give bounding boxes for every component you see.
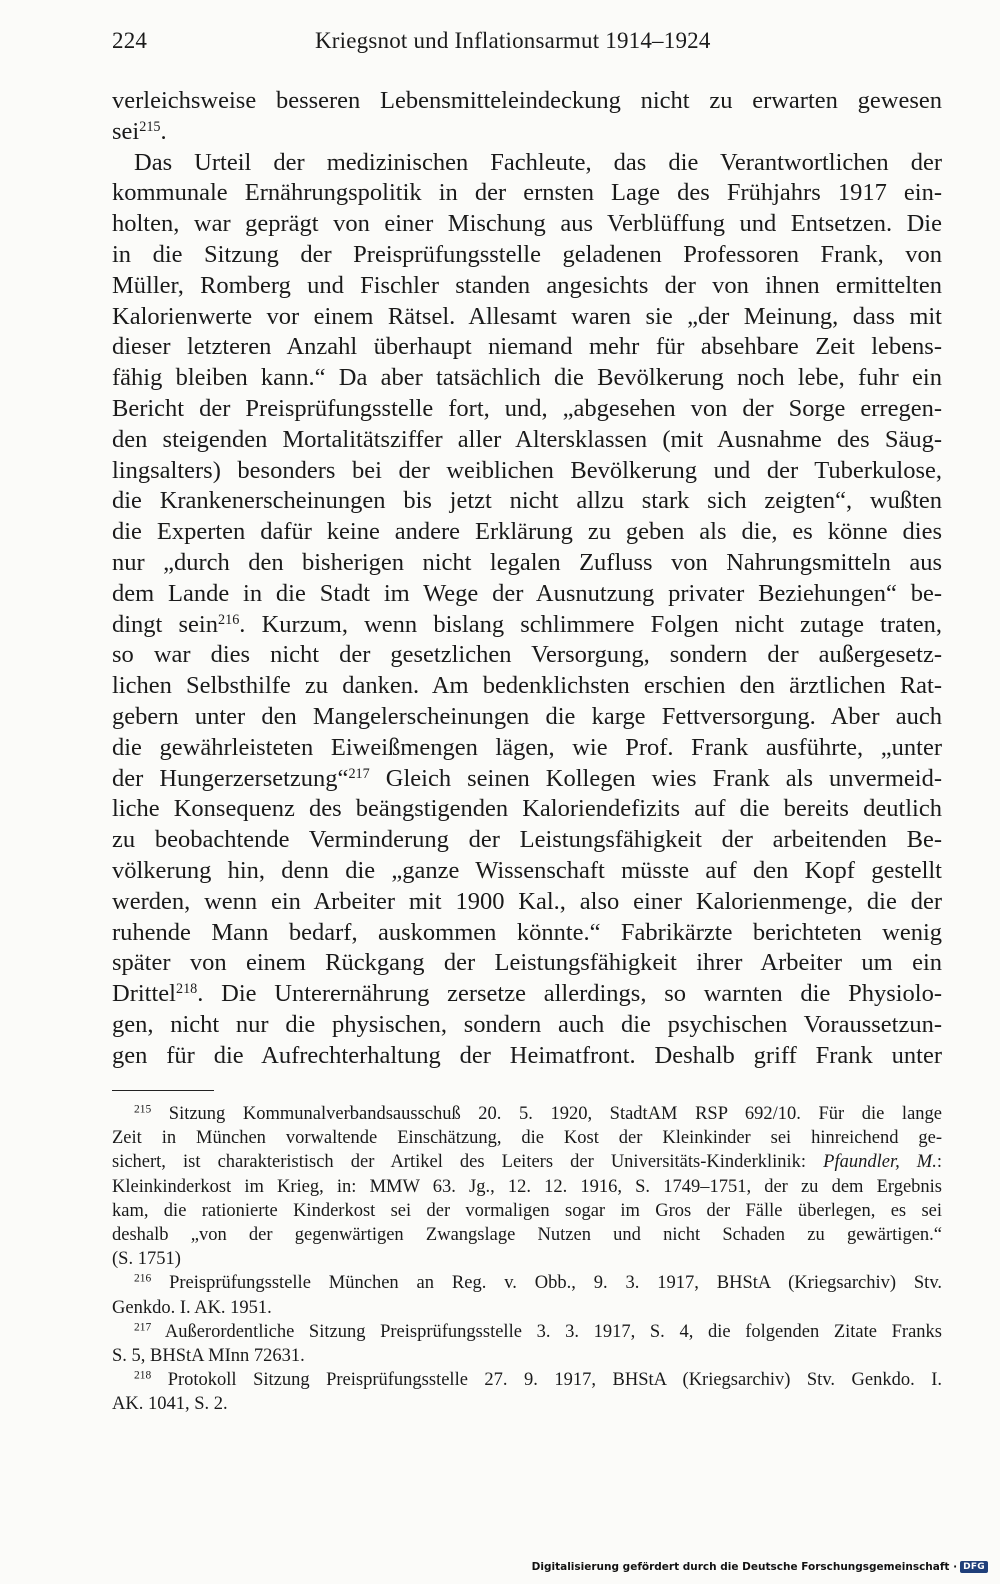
body-line (112, 671, 942, 702)
body-line (112, 548, 942, 579)
footnote-marker: 216 (134, 1273, 152, 1286)
body-line (112, 517, 942, 548)
body-line (112, 86, 942, 117)
body-line (112, 918, 942, 949)
running-title: Kriegsnot und Inflationsarmut 1914–1924 (315, 28, 711, 53)
line-text: dem Lande in die Stadt im Wege der Ausnutzung privater Beziehungen“ be- (112, 579, 942, 607)
line-text: Bericht der Preisprüfungsstelle fort, und, „abgesehen von der Sorge erregen- (112, 394, 942, 422)
footnote-rule (112, 1090, 214, 1091)
line-text: völkerung hin, denn die „ganze Wissenschaft müsste auf den Kopf gestellt (112, 856, 942, 884)
line-text: fähig bleiben kann.“ Da aber tatsächlich die Bevölkerung noch lebe, fuhr ein (112, 364, 942, 392)
dfg-logo: DFG (960, 1561, 988, 1573)
line-text-continued: . Kurzum, wenn bislang schlimmere Folgen nicht zutage traten, (239, 610, 942, 638)
footnote-reference[interactable]: 217 (348, 765, 370, 782)
line-text: dieser letzteren Anzahl überhaupt niemand mehr für absehbare Zeit lebens- (112, 333, 942, 361)
line-text: Sitzung Kommunalverbandsausschuß 20. 5. 1920, StadtAM RSP 692/10. Für die lange (151, 1104, 942, 1124)
line-text: lingsalters) besonders bei der weiblichen Bevölkerung und der Tuberkulose, (112, 456, 942, 484)
credit-text: Digitalisierung gefördert durch die Deutsche Forschungsgemeinschaft · (531, 1561, 958, 1573)
body-line (112, 456, 942, 487)
body-text (112, 86, 942, 1072)
line-text: Genkdo. I. AK. 1951. (112, 1297, 272, 1318)
line-text: (S. 1751) (112, 1249, 181, 1270)
body-line (112, 979, 942, 1010)
footnote-line (112, 1199, 942, 1223)
body-line (112, 794, 942, 825)
author-name: Pfaundler, M. (823, 1152, 937, 1173)
body-line (112, 640, 942, 671)
line-text: die Krankenerscheinungen bis jetzt nicht allzu stark sich zeigten“, wußten (112, 487, 942, 515)
footnote-line (112, 1296, 942, 1320)
body-line (112, 486, 942, 517)
line-text: werden, wenn ein Arbeiter mit 1900 Kal., also einer Kalorienmenge, die der (112, 887, 942, 915)
running-head (112, 28, 942, 60)
footnote-line (112, 1320, 942, 1344)
line-text: gen, nicht nur die physischen, sondern auch die psychischen Voraussetzun- (112, 1010, 942, 1038)
body-line (112, 363, 942, 394)
line-text-continued: : (936, 1152, 942, 1173)
line-text-continued: . Die Unterernährung zersetze allerdings, so warnten die Physiolo- (197, 980, 942, 1008)
line-text: die gewährleisteten Eiweißmengen lägen, wie Prof. Frank ausführte, „unter (112, 733, 942, 761)
line-text: den steigenden Mortalitätsziffer aller Altersklassen (mit Ausnahme des Säug- (112, 425, 942, 453)
line-text: Das Urteil der medizinischen Fachleute, das die Verantwortlichen der (134, 148, 942, 176)
line-text: der Hungerzersetzung“ (112, 764, 349, 792)
digitization-credit (532, 1558, 988, 1576)
line-text: Zeit in München vorwaltende Einschätzung, die Kost der Kleinkinder sei hinreichend ge- (112, 1128, 942, 1149)
footnotes (112, 1102, 942, 1417)
footnote-line (112, 1126, 942, 1150)
body-line (112, 1010, 942, 1041)
footnote-line (112, 1344, 942, 1368)
line-text: sei (112, 117, 140, 145)
line-text: so war dies nicht der gesetzlichen Versorgung, sondern der außergesetz- (112, 641, 942, 669)
footnote-line (112, 1150, 942, 1174)
body-line (112, 178, 942, 209)
body-line (112, 332, 942, 363)
body-line (112, 610, 942, 641)
line-text: sichert, ist charakteristisch der Artikel des Leiters der Universitäts-Kinderklinik: (112, 1152, 824, 1173)
line-text: Preisprüfungsstelle München an Reg. v. Obb., 9. 3. 1917, BHStA (Kriegsarchiv) Stv. (151, 1273, 942, 1294)
line-text-continued: Gleich seinen Kollegen wies Frank als unvermeid- (369, 764, 942, 792)
body-line (112, 856, 942, 887)
body-line (112, 209, 942, 240)
footnote-marker: 217 (134, 1321, 152, 1334)
line-text: gebern unter den Mangelerscheinungen die karge Fettversorgung. Aber auch (112, 702, 942, 730)
line-text: lichen Selbsthilfe zu danken. Am bedenklichsten erschien den ärztlichen Rat- (112, 672, 942, 700)
body-line (112, 764, 942, 795)
line-text: die Experten dafür keine andere Erklärung zu geben als die, es könne dies (112, 518, 942, 546)
line-text: kam, die rationierte Kinderkost sei der vormaligen sogar im Gros der Fälle überlegen, es sei (112, 1200, 942, 1221)
footnote-reference[interactable]: 218 (175, 981, 198, 998)
footnote-marker: 215 (134, 1103, 152, 1116)
body-line (112, 733, 942, 764)
body-line (112, 425, 942, 456)
line-text: S. 5, BHStA MInn 72631. (112, 1346, 305, 1367)
line-text: AK. 1041, S. 2. (112, 1394, 228, 1415)
body-line (112, 271, 942, 302)
body-line (112, 825, 942, 856)
line-text: ruhende Mann bedarf, auskommen könnte.“ Fabrikärzte berichteten wenig (112, 918, 942, 946)
body-line (112, 240, 942, 271)
line-text: Müller, Romberg und Fischler standen angesichts der von ihnen ermittelten (112, 271, 942, 299)
body-line (112, 148, 942, 179)
footnote-line (112, 1175, 942, 1199)
line-text: später von einem Rückgang der Leistungsfähigkeit ihrer Arbeiter um ein (112, 949, 942, 977)
footnote-reference[interactable]: 215 (139, 118, 161, 135)
body-line (112, 1041, 942, 1072)
line-text: Drittel (112, 980, 176, 1008)
footnote-marker: 218 (134, 1369, 152, 1382)
line-text: Protokoll Sitzung Preisprüfungsstelle 27. 9. 1917, BHStA (Kriegsarchiv) Stv. Genkdo. I. (151, 1370, 942, 1391)
body-line (112, 579, 942, 610)
body-line (112, 702, 942, 733)
line-text: dingt sein (112, 610, 218, 638)
footnote-line (112, 1392, 942, 1416)
line-text: Kalorienwerte vor einem Rätsel. Allesamt waren sie „der Meinung, dass mit (112, 302, 942, 330)
line-text: verleichsweise besseren Lebensmitteleindeckung nicht zu erwarten gewesen (112, 87, 942, 114)
line-text: holten, war geprägt von einer Mischung aus Verblüffung und Entsetzen. Die (112, 210, 942, 238)
body-line (112, 948, 942, 979)
line-text: gen für die Aufrechterhaltung der Heimatfront. Deshalb griff Frank unter (112, 1041, 942, 1069)
footnote-line (112, 1271, 942, 1295)
line-text: liche Konsequenz des beängstigenden Kaloriendefizits auf die bereits deutlich (112, 795, 942, 823)
body-line (112, 117, 942, 148)
footnote-line (112, 1247, 942, 1271)
line-text: kommunale Ernährungspolitik in der ernsten Lage des Frühjahrs 1917 ein- (112, 179, 942, 207)
footnote-line (112, 1102, 942, 1126)
body-line (112, 394, 942, 425)
page-number: 224 (112, 28, 148, 53)
line-text: Außerordentliche Sitzung Preisprüfungsstelle 3. 3. 1917, S. 4, die folgenden Zitate Franks (151, 1321, 942, 1342)
footnote-line (112, 1368, 942, 1392)
footnote-reference[interactable]: 216 (217, 611, 240, 628)
line-text: in die Sitzung der Preisprüfungsstelle geladenen Professoren Frank, von (112, 240, 942, 268)
line-text: zu beobachtende Verminderung der Leistungsfähigkeit der arbeitenden Be- (112, 826, 942, 854)
line-text: nur „durch den bisherigen nicht legalen Zufluss von Nahrungsmitteln aus (112, 548, 942, 576)
line-text: Kleinkinderkost im Krieg, in: MMW 63. Jg., 12. 12. 1916, S. 1749–1751, der zu dem Ergebnis (112, 1176, 942, 1197)
body-line (112, 887, 942, 918)
line-text-continued: . (160, 117, 167, 145)
line-text: deshalb „von der gegenwärtigen Zwangslage Nutzen und nicht Schaden zu gewärtigen.“ (112, 1225, 942, 1246)
body-line (112, 302, 942, 333)
footnote-line (112, 1223, 942, 1247)
